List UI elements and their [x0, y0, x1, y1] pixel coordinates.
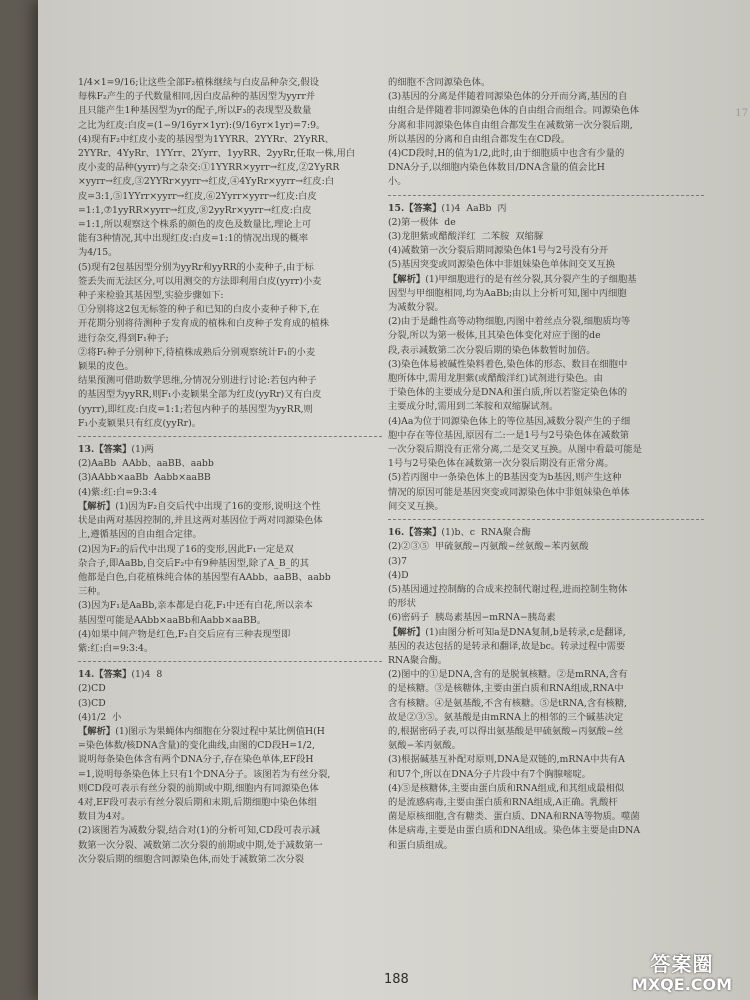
question-number: 14.	[78, 669, 95, 681]
answer-line: (3)7	[388, 555, 408, 567]
text-line: 皮=3:1,⑤1YYrr×yyrr→红皮,⑥2Yyrr×yyrr→红皮:白皮	[78, 190, 317, 202]
analysis-line: 次分裂后期的细胞含同源染色体,而处于减数第二次分裂	[78, 853, 305, 865]
analysis-line: (5)若丙图中一条染色体上的B基因变为b基因,则产生这种	[388, 472, 622, 484]
text-line: ②将F₁种子分别种下,待植株成熟后分别观察统计F₁的小麦	[78, 346, 316, 358]
analysis-line: =染色体数/核DNA含量)的变化曲线,由图的CD段H=1/2,	[78, 740, 315, 752]
analysis-label: 【解析】	[78, 500, 116, 512]
watermark-sub-text: MXQE.COM	[631, 975, 733, 994]
question-number: 13.	[78, 444, 95, 456]
analysis-line: (4)Aa为位于同源染色体上的等位基因,减数分裂产生的子细	[388, 415, 631, 427]
analysis-line: 和蛋白质组成。	[388, 839, 454, 851]
left-continuation	[78, 76, 382, 431]
text-line: (4)CD段时,H的值为1/2,此时,由于细胞质中也含有少量的	[388, 148, 625, 160]
answer-line: 的形状	[388, 598, 416, 610]
text-line: 签丢失而无法区分,可以用测交的方法即利用白皮(yyrr)小麦	[78, 275, 322, 287]
question-14	[78, 668, 382, 867]
analysis-line: 状是由两对基因控制的,并且这两对基因位于两对同源染色体	[78, 515, 323, 527]
text-line: 2YYRr、4YyRr、1YYrr、2Yyrr、1yyRR、2yyRr,任取一株,用白	[78, 148, 356, 160]
text-line: =1:1,所以观察这个株系的颜色的皮色及数量比,理论上可	[78, 219, 312, 231]
answer-line: (1)4 8	[131, 669, 163, 681]
right-continuation	[388, 76, 704, 190]
analysis-line: 情况的原因可能是基因突变或同源染色体中非姐妹染色单体	[388, 486, 630, 498]
analysis-label: 【解析】	[78, 725, 116, 737]
question-13	[78, 443, 382, 656]
answer-line: (1)4 AaBb 丙	[441, 202, 507, 214]
analysis-line: 紫:红:白=9:3:4。	[78, 642, 154, 654]
right-column	[388, 76, 704, 853]
text-line: 进行杂交,得到F₁种子;	[78, 332, 169, 344]
text-line: 分离和非同源染色体自由组合都发生在减数第一次分裂后期,	[388, 119, 633, 131]
analysis-line: (3)根据碱基互补配对原则,DNA是双链的,mRNA中共有A	[388, 754, 625, 766]
answer-line: (4)1/2 小	[78, 711, 122, 723]
answer-line: (2)CD	[78, 683, 106, 695]
text-line: 皮小麦的品种(yyrr)与之杂交:①1YYRR×yyrr→红皮,②2YyRR	[78, 162, 340, 174]
analysis-heading	[78, 500, 382, 514]
text-line: 开花期分别将待测种子发育成的植株和白皮种子发育成的植株	[78, 318, 330, 330]
analysis-line: 基因的表达包括的是转录和翻译,故是bc。转录过程中需要	[388, 640, 626, 652]
text-line: 为4/15。	[78, 247, 118, 259]
question-number: 15.	[388, 202, 405, 214]
question-16	[388, 526, 704, 853]
answer-heading	[78, 443, 382, 457]
watermark-main-text: 答案圈	[650, 952, 714, 976]
analysis-line: (1)图示为果蝇体内细胞在分裂过程中某比例值H(H	[115, 725, 325, 737]
dashed-divider	[388, 195, 704, 196]
text-line: 所以基因的分离和自由组合都发生在CD段。	[388, 133, 570, 145]
answer-label: 【答案】	[94, 669, 132, 681]
answer-line: (4)紫:红:白=9:3:4	[78, 486, 158, 498]
answer-heading	[78, 668, 382, 682]
text-line: 的细胞不含同源染色体。	[388, 77, 491, 88]
analysis-line: 则CD段可表示有丝分裂的前期或中期,细胞内有同源染色体	[78, 782, 319, 794]
text-line: 且只能产生1种基因型为yr的配子,所以F₃的表现型及数量	[78, 105, 312, 117]
analysis-heading	[388, 626, 704, 640]
analysis-heading	[78, 725, 382, 739]
answer-label: 【答案】	[404, 202, 442, 214]
text-line: ①分别将这2包无标签的种子和已知的白皮小麦种子种下,在	[78, 304, 320, 316]
analysis-line: RNA聚合酶。	[388, 654, 448, 666]
analysis-line: 的是核糖。③是核糖体,主要由蛋白质和RNA组成,RNA中	[388, 683, 624, 695]
left-column	[78, 76, 382, 867]
text-line: DNA分子,以细胞内染色体数目/DNA含量的值会比H	[388, 162, 605, 174]
question-number: 16.	[388, 527, 405, 539]
analysis-line: (1)由图分析可知a是DNA复制,b是转录,c是翻译,	[425, 626, 626, 638]
analysis-line: 胞中存在等位基因,原因有二:一是1号与2号染色体在减数第	[388, 429, 630, 441]
text-line: 能有3种情况,其中出现红皮:白皮=1:1的情况出现的概率	[78, 233, 308, 245]
analysis-line: 分裂,所以为第一极体,且其染色体变化对应于图的de	[388, 330, 601, 342]
analysis-heading	[388, 273, 704, 287]
answer-line: (4)减数第一次分裂后期同源染色体1号与2号没有分开	[388, 245, 609, 257]
analysis-line: 杂合子,即AaBb,自交后F₂中有9种基因型,除了A_B_的其	[78, 557, 309, 569]
book-page	[38, 0, 750, 1000]
analysis-line: =1,说明每条染色体上只有1个DNA分子。该图若为有丝分裂,	[78, 768, 331, 780]
answer-line: (6)密码子 胰岛素基因−mRNA−胰岛素	[388, 612, 556, 624]
analysis-line: (2)由于是雌性高等动物细胞,丙图中着丝点分裂,细胞质均等	[388, 316, 631, 328]
analysis-line: 段,表示减数第二次分裂后期的染色体数暂时加倍。	[388, 344, 596, 356]
analysis-line: 1号与2号染色体在减数第一次分裂后期没有正常分离。	[388, 458, 614, 470]
analysis-line: 于染色体的主要成分是DNA和蛋白质,所以若鉴定染色体的	[388, 387, 628, 399]
answer-label: 【答案】	[404, 527, 442, 539]
text-line: 之比为红皮:白皮=(1−9/16yr×1yr):(9/16yr×1yr)=7:9。	[78, 119, 326, 131]
answer-line: (2)AaBb AAbb、aaBB、aabb	[78, 458, 214, 470]
analysis-line: 的,根据密码子表,可以得出氨基酸是甲硫氨酸−丙氨酸−丝	[388, 725, 624, 737]
analysis-line: 基因型可能是AAbb×aaBb和Aabb×aaBB。	[78, 614, 267, 626]
answer-label: 【答案】	[94, 444, 132, 456]
text-line: 种子来检验其基因型,实验步骤如下:	[78, 290, 224, 302]
text-line: ×yyrr→红皮,③2YYRr×yyrr→红皮,④4YyRr×yyrr→红皮:白	[78, 176, 335, 188]
analysis-line: 三种。	[78, 586, 106, 598]
text-line: 颖果的皮色。	[78, 361, 134, 373]
page-number: 188	[384, 972, 409, 987]
text-line: 结果预测可借助数学思维,分情况分别进行讨论:若包内种子	[78, 375, 317, 387]
analysis-line: 的是流感病毒,主要由蛋白质和RNA组成,A正确。乳酸杆	[388, 796, 618, 808]
answer-line: (2)第一极体 de	[388, 216, 456, 228]
analysis-line: (4)⑤是核糖体,主要由蛋白质和RNA组成,和其组成最相似	[388, 782, 625, 794]
text-line: =1:1,⑦1yyRR×yyrr→红皮,⑧2yyRr×yyrr→红皮:白皮	[78, 204, 312, 216]
analysis-line: 数第一次分裂、减数第二次分裂的前期或中期,处于减数第一	[78, 839, 323, 851]
dashed-divider	[388, 519, 704, 520]
text-line: (4)现有F₂中红皮小麦的基因型为1YYRR、2YYRr、2YyRR、	[78, 133, 334, 145]
edge-mark: 17	[735, 108, 748, 119]
analysis-line: (2)该图若为减数分裂,结合对(1)的分析可知,CD段可表示减	[78, 825, 321, 837]
analysis-line: 他都是白色,白花植株纯合体的基因型有AAbb、aaBB、aabb	[78, 571, 331, 583]
analysis-line: (4)如果中间产物是红色,F₂自交后应有三种表现型即	[78, 628, 291, 640]
text-line: (5)现有2包基因型分别为yyRr和yyRR的小麦种子,由于标	[78, 261, 314, 273]
answer-heading	[388, 202, 704, 216]
analysis-line: (1)甲细胞进行的是有丝分裂,其分裂产生的子细胞基	[425, 273, 637, 285]
dashed-divider	[78, 661, 382, 662]
text-line: 小。	[388, 176, 407, 188]
analysis-line: 菌是原核细胞,含有糖类、蛋白质、DNA和RNA等物质。噬菌	[388, 811, 640, 823]
analysis-line: 主要成分时,需用到二苯胺和双缩脲试剂。	[388, 401, 559, 413]
analysis-line: 上,遵循基因的自由组合定律。	[78, 529, 202, 541]
answer-line: (5)基因突变或同源染色体中非姐妹染色单体间交叉互换	[388, 259, 615, 271]
analysis-label: 【解析】	[388, 626, 426, 638]
text-line: (yyrr),即红皮:白皮=1:1;若包内种子的基因型为yyRR,则	[78, 403, 313, 415]
analysis-line: (2)图中的①是DNA,含有的是脱氧核糖。②是mRNA,含有	[388, 669, 628, 681]
text-line: F₁小麦颖果只有红皮(yyRr)。	[78, 417, 202, 429]
answer-line: (1)b、c RNA聚合酶	[441, 527, 531, 539]
answer-line: (2)②③⑤ 甲硫氨酸−丙氨酸−丝氨酸−苯丙氨酸	[388, 541, 589, 553]
analysis-line: 因型与甲细胞相同,均为AaBb;由以上分析可知,图中丙细胞	[388, 287, 627, 299]
text-line: (3)基因的分离是伴随着同源染色体的分开而分离,基因的自	[388, 91, 628, 103]
analysis-line: 说明每条染色体含有两个DNA分子,存在染色单体,EF段H	[78, 754, 314, 766]
analysis-line: 故是②③⑤。氨基酸是由mRNA上的相邻的三个碱基决定	[388, 711, 624, 723]
analysis-line: (2)因为F₂的后代中出现了16的变形,因此F₁一定是双	[78, 543, 294, 555]
analysis-line: 4对,EF段可表示有丝分裂后期和末期,后期细胞中染色体组	[78, 796, 317, 808]
text-line: 由组合是伴随着非同源染色体的自由组合而组合。同源染色体	[388, 105, 640, 117]
analysis-line: (1)因为F₂自交后代中出现了16的变形,说明这个性	[115, 500, 321, 512]
answer-line: (4)D	[388, 569, 409, 581]
answer-line: (3)CD	[78, 697, 106, 709]
answer-heading	[388, 526, 704, 540]
analysis-line: 含有核糖。④是氨基酸,不含有核糖。⑤是tRNA,含有核糖,	[388, 697, 627, 709]
analysis-line: 体是病毒,主要是由蛋白质和DNA组成。染色体主要是由DNA	[388, 825, 641, 837]
watermark-logo	[622, 948, 742, 994]
analysis-line: 间交叉互换。	[388, 500, 444, 512]
text-line: 每株F₂产生的子代数量相同,因白皮品种的基因型为yyrr并	[78, 91, 316, 103]
analysis-line: (3)因为F₁是AaBb,亲本都是白花,F₁中还有白花,所以亲本	[78, 600, 313, 612]
question-15	[388, 202, 704, 514]
text-line: 1/4×1=9/16;让这些全部F₂植株继续与白皮品种杂交,假设	[78, 77, 319, 88]
analysis-line: 数目为4对。	[78, 811, 131, 823]
analysis-line: (3)染色体易被碱性染料着色,染色体的形态、数目在细胞中	[388, 358, 628, 370]
dashed-divider	[78, 436, 382, 437]
analysis-label: 【解析】	[388, 273, 426, 285]
analysis-line: 和U7个,所以在DNA分子片段中有7个胸腺嘧啶。	[388, 768, 591, 780]
analysis-line: 为减数分裂。	[388, 302, 444, 314]
analysis-line: 胞所体中,需用龙胆紫(或醋酸洋红)试剂进行染色。由	[388, 373, 603, 385]
analysis-line: 一次分裂后期没有正常分离,二是交叉互换。从图中看最可能是	[388, 444, 642, 456]
text-line: 的基因型为yyRR,则F₁小麦颖果全部为红皮(yyRr)又有白皮	[78, 389, 322, 401]
analysis-line: 氨酸−苯丙氨酸。	[388, 740, 461, 752]
answer-line: (5)基因通过控制酶的合成来控制代谢过程,进而控制生物体	[388, 583, 628, 595]
answer-line: (3)AAbb×aaBb Aabb×aaBB	[78, 472, 211, 484]
answer-line: (3)龙胆紫或醋酸洋红 二苯胺 双缩脲	[388, 231, 544, 243]
answer-line: (1)两	[131, 444, 154, 456]
